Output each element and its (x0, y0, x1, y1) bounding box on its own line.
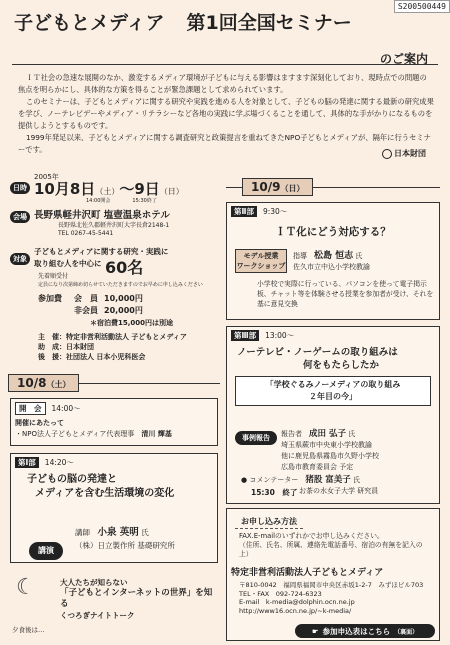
part1-section: 第Ⅰ部 14:20〜 子どもの脳の発達と メディアを含む生活環境の変化 講演 講師 小泉 英明 氏 （株）日立製作所 基礎研究所 (10, 453, 218, 563)
target-label: 対象 (10, 253, 30, 265)
nippon-foundation-icon (382, 149, 392, 159)
part3-end-time: 15:30 終了 (251, 488, 298, 497)
sponsor-logo (382, 148, 426, 159)
event-date: 10月8日（土）〜9日（日） (34, 180, 184, 198)
title-part1: 子どもとメディア (14, 12, 165, 34)
case-report-badge: 事例報告 (235, 431, 277, 445)
first-come-note: 先着順受付 定員になり次第締め切らせていただきますのでお早めに申し込みください (38, 273, 203, 288)
date-notes: 14:00開会 15:30終了 (86, 198, 157, 204)
part1-tag: 第Ⅰ部 (15, 457, 39, 468)
lecture-badge: 講演 (29, 542, 63, 560)
part1-speaker: 講師 小泉 英明 氏 （株）日立製作所 基礎研究所 (75, 527, 175, 550)
application-caption: お申し込み方法 (235, 515, 303, 529)
participation-fee: 参加費 会 員 10,000円 非会員 20,000円 ＊宿泊費15,000円は別途 (38, 294, 174, 327)
application-organization: 特定非営利活動法人子どもとメディア (231, 568, 384, 578)
pointer-icon: ☛ (311, 626, 319, 636)
part3-subtitle: 「学校ぐるみノーメディアの取り組み ２年目の今」 (235, 376, 431, 406)
page-title (14, 8, 352, 35)
intro-paragraph: ＩＴ社会の急速な展開のなか、激変するメディア環境が子どもに与える影響はますます深刻化しており、現時点での問題の焦点を明らかにし、具体的な方策を得ることが緊急課題として求められています。 (18, 73, 427, 94)
part2-description: 小学校で実際に行っている、パソコンを使って電子掲示板、チャット等を体験させる授業を参加者が受け、それを基に意見交換 (257, 280, 434, 308)
part2-speaker: 指導 松島 恒志 氏 佐久市立中込小学校教諭 (293, 251, 370, 271)
part3-title: ノーテレビ・ノーゲームの取り組みは 何をもたらしたか (237, 347, 398, 371)
intro-paragraph: 1999年発足以来、子どもとメディアに関する調査研究と政策提言を重ねてきたNPO子どもとメディアが、隔年に行うセミナーです。 (18, 133, 431, 154)
application-section (226, 508, 440, 641)
target-audience: 子どもとメディアに関する研究・実践に 取り組む人を中心に (34, 247, 169, 268)
document-id: S200500449 (394, 0, 450, 13)
title-divider (12, 64, 438, 65)
organizers: 主 催：特定非営利活動法人 子どもとメディア 助 成：日本財団 後 援：社団法人 日本小児科医会 (38, 333, 187, 361)
part3-section: 第Ⅲ部 13:00〜 ノーテレビ・ノーゲームの取り組みは 何をもたらしたか 「学校ぐるみノーメディアの取り組み ２年目の今」 事例報告 報告者 成田 弘子 氏 埼玉県蕨市中央東小学校教諭 他に鹿児島県霧島市久野小学校 広島市教育委員会 予定 ● コメンテーター 猪股 富美子 氏 お茶の水女子大学 研究員 15:30 終了 (226, 326, 440, 504)
day1-header (8, 372, 220, 394)
part1-title: 子どもの脳の発達と メディアを含む生活環境の変化 (27, 474, 175, 499)
capacity-count: 60名 (105, 258, 144, 277)
venue-name: 長野県軽井沢町 塩壺温泉ホテル (34, 210, 170, 221)
date-label: 日時 (10, 182, 30, 194)
part3-commentator: ● コメンテーター 猪股 富美子 氏 お茶の水女子大学 研究員 (241, 475, 379, 495)
lodging-note: ＊宿泊費15,000円は別途 (90, 319, 174, 327)
model-class-badge: モデル授業 ワークショップ (235, 249, 287, 273)
after-dinner-label: 夕食後は… (12, 626, 45, 634)
application-instructions: FAX.E-mailのいずれかでお申し込みください。 （住所、氏名、所属、連絡先電話番号、宿泊の有無を記入の上） (239, 532, 423, 558)
title-part2: 第1回全国セミナー (186, 12, 352, 34)
part3-reporter: 報告者 成田 弘子 氏 埼玉県蕨市中央東小学校教諭 他に鹿児島県霧島市久野小学校 広島市教育委員会 予定 (281, 429, 379, 471)
intro-text (18, 72, 434, 156)
venue-label: 会場 (10, 211, 30, 223)
application-form-link[interactable]: ☛ 参加申込表はこちら （裏面） (295, 624, 435, 638)
venue-address: 長野県北佐久郡軽井沢町大字長倉2148-1 TEL 0267-45-5441 (58, 222, 170, 237)
day2-header (226, 176, 440, 198)
night-talk-section: ☾ 大人たちが知らない 「子どもとインターネットの世界」を知る くつろぎナイトトーク 夕食後は… (12, 575, 213, 634)
sponsor-logo-text: 日本財団 (394, 149, 426, 158)
part2-section: 第Ⅱ部 9:30〜 ＩＴ化にどう対応する？ モデル授業 ワークショップ 指導 松島 恒志 氏 佐久市立中込小学校教諭 小学校で実際に行っている、パソコンを使って電子掲示板、チャット等を体験させる授業を参加者が受け、それを基に意見交換 (226, 202, 440, 320)
day2-date-tag: 10/9（日） (242, 178, 313, 196)
part2-tag: 第Ⅱ部 (231, 206, 257, 217)
opening-tag: 開 会 (15, 402, 46, 415)
intro-paragraph: このセミナーは、子どもとメディアに関する研究や実践を進める人を対象として、子どもの脳の発達に関する最新の研究成果を学び、ノーテレビデーやメディア・リテラシーなど各地の実践に学ぶ場づくることを通して、具体的な手がかりになるものを提供しようとするものです。 (18, 97, 434, 130)
opening-section: 開 会 14:00〜 開催にあたって ・NPO法人子どもとメディア代表理事 清川 輝基 (10, 398, 218, 446)
event-year: 2005年 (34, 173, 59, 181)
announcement-label: のご案内 (379, 52, 428, 66)
contact-info: 〒810-0042 福岡県福岡市中央区赤坂1-2-7 みずほビル703 TEL・FAX 092-724-6323 E-mail k-media@dolphin.ocn.ne.jp http://www16.ocn.ne.jp/~k-media/ (239, 581, 424, 615)
part3-tag: 第Ⅲ部 (231, 330, 259, 341)
day1-date-tag: 10/8（土） (8, 374, 79, 392)
moon-icon: ☾ (16, 575, 36, 600)
part2-question: ＩＴ化にどう対応する？ (275, 226, 391, 238)
